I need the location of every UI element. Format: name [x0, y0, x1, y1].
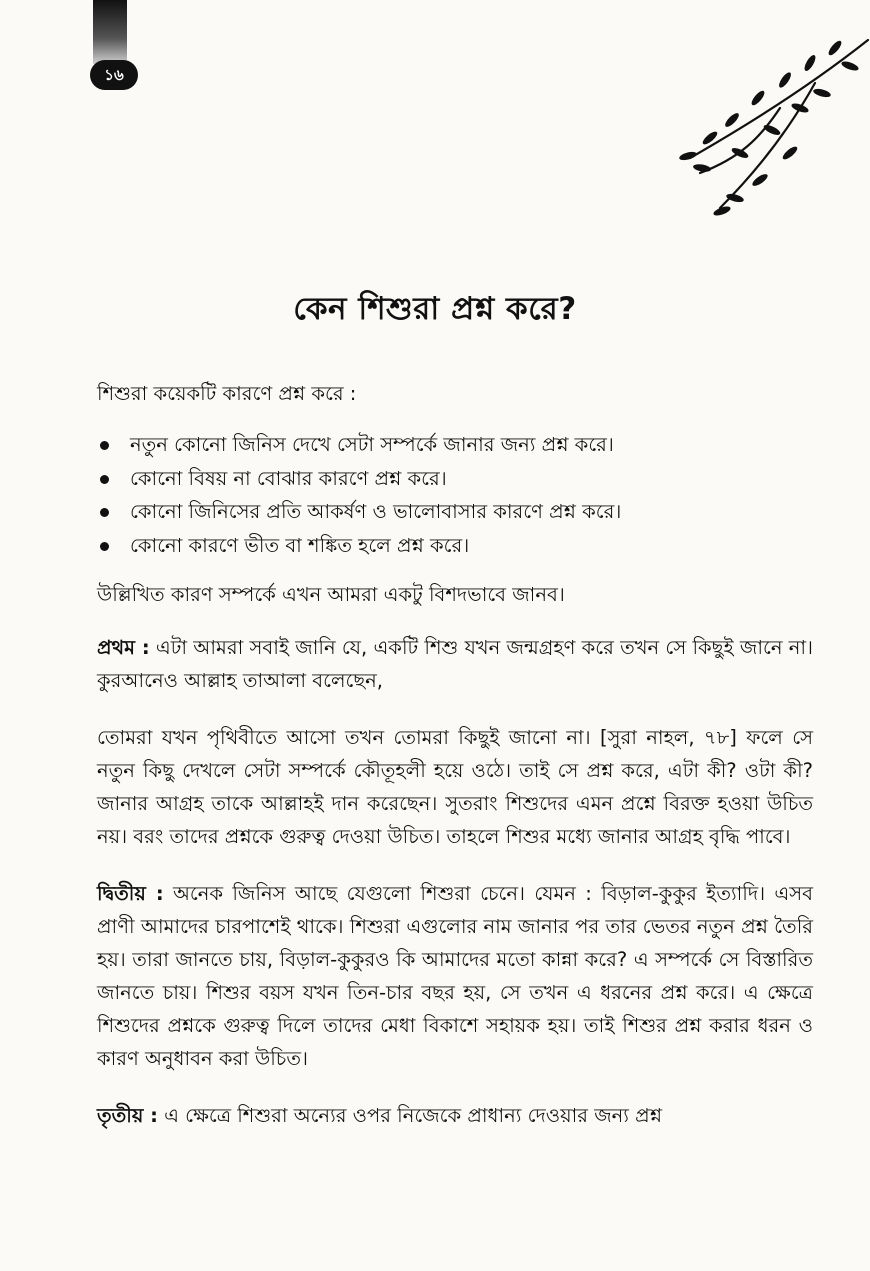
list-item-text: কোনো বিষয় না বোঝার কারণে প্রশ্ন করে। [130, 466, 447, 490]
list-item [97, 529, 813, 563]
corner-tab-decoration [93, 0, 127, 64]
first-label: প্রথম : [97, 636, 150, 659]
list-item-text: কোনো জিনিসের প্রতি আকর্ষণ ও ভালোবাসার কারণে প্রশ্ন করে। [130, 500, 622, 523]
list-item [97, 462, 813, 496]
bullet-icon [100, 542, 109, 551]
article-body [97, 377, 813, 1132]
reasons-list [97, 428, 813, 562]
intro-line: শিশুরা কয়েকটি কারণে প্রশ্ন করে : [97, 382, 357, 405]
bullet-icon [100, 475, 109, 484]
list-item-text: নতুন কোনো জিনিস দেখে সেটা সম্পর্কে জানার জন্য প্রশ্ন করে। [130, 433, 614, 456]
list-item [97, 495, 813, 529]
bullet-icon [100, 441, 109, 450]
second-label: দ্বিতীয় : [97, 882, 164, 905]
second-text: অনেক জিনিস আছে যেগুলো শিশুরা চেনে। যেমন : বিড়াল-কুকুর ইত্যাদি। এসব প্রাণী আমাদের চারপাশেই থাকে। শিশুরা এগুলোর নাম জানার পর তার ভেতর নতুন প্রশ্ন তৈরি হয়। তারা জানতে চায়, বিড়াল-কুকুরও কি আমাদের মতো কান্না করে? এ সম্পর্কে সে বিস্তারিত জানতে চায়। শিশুর বয়স যখন তিন-চার বছর হয়, সে তখন এ ধরনের প্রশ্ন করে। এ ক্ষেত্রে শিশুদের প্রশ্নকে গুরুত্ব দিলে তাদের মেধা বিকাশে সহায়ক হয়। তাই শিশুর প্রশ্ন করার ধরন ও কারণ অনুধাবন করা উচিত। [97, 882, 813, 1070]
third-paragraph [97, 1099, 813, 1132]
leaf-branch-illustration [640, 8, 870, 223]
bullet-icon [100, 508, 109, 517]
third-label: তৃতীয় : [97, 1104, 158, 1127]
page-number: ১৬ [90, 60, 138, 90]
quote-paragraph: তোমরা যখন পৃথিবীতে আসো তখন তোমরা কিছুই জানো না। [সুরা নাহল, ৭৮] ফলে সে নতুন কিছু দেখলে সেটা সম্পর্কে কৌতূহলী হয়ে ওঠে। তাই সে প্রশ্ন করে, এটা কী? ওটা কী? জানার আগ্রহ তাকে আল্লাহই দান করেছেন। সুতরাং শিশুদের এমন প্রশ্নে বিরক্ত হওয়া উচিত নয়। বরং তাদের প্রশ্নকে গুরুত্ব দেওয়া উচিত। তাহলে শিশুর মধ্যে জানার আগ্রহ বৃদ্ধি পাবে। [97, 726, 813, 848]
second-paragraph [97, 877, 813, 1075]
summary-paragraph: উল্লিখিত কারণ সম্পর্কে এখন আমরা একটু বিশদভাবে জানব। [97, 583, 565, 606]
first-paragraph [97, 631, 813, 697]
page-title: কেন শিশুরা প্রশ্ন করে? [293, 291, 577, 327]
list-item-text: কোনো কারণে ভীত বা শঙ্কিত হলে প্রশ্ন করে। [130, 533, 470, 557]
list-item [97, 428, 813, 462]
third-text: এ ক্ষেত্রে শিশুরা অন্যের ওপর নিজেকে প্রাধান্য দেওয়ার জন্য প্রশ্ন [157, 1104, 662, 1127]
first-text: এটা আমরা সবাই জানি যে, একটি শিশু যখন জন্মগ্রহণ করে তখন সে কিছুই জানে না। কুরআনেও আল্লাহ তাআলা বলেছেন, [97, 636, 813, 692]
